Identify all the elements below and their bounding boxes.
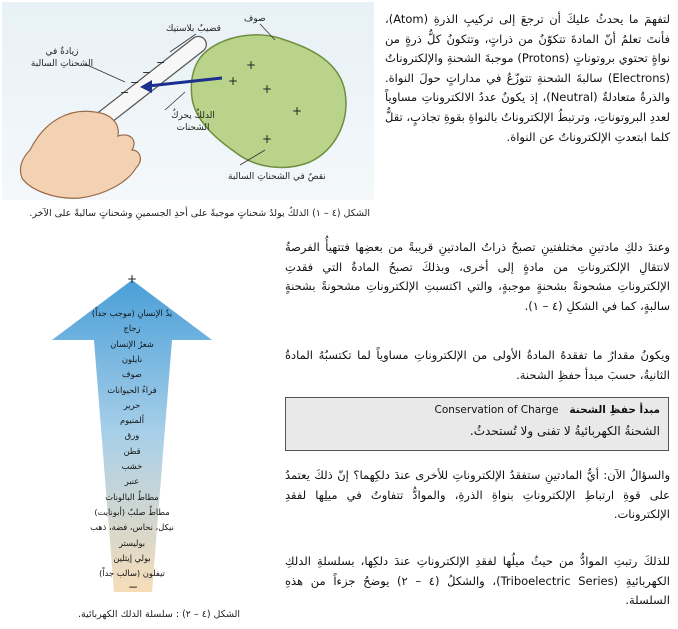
label-plastic-rod: قضيبٌ بلاستيك [166,24,221,34]
series-item: صوف [122,369,142,380]
series-item: شعرُ الإنسان [110,338,154,349]
paragraph-4: والسؤالُ الآن: أيُّ المادتينِ ستفقدُ الإلكتروناتِ للأخرى عندَ دلكِهما؟ إنّ ذلكَ يعتمدُ على قوةِ ارتباطِ الإلكتروناتِ بنواةِ الذرةِ، والموادُّ تتفاوتُ في ميلِها لفقدِ الإلكترونات. [285,468,670,522]
label-deficit-negative: نقصٌ في الشحناتِ السالبة [228,172,326,182]
conservation-title-en: Conservation of Charge [434,404,559,416]
series-bottom-sign: − [128,580,139,594]
plus-sign: + [292,104,303,118]
minus-sign: − [120,86,130,99]
series-top-sign: + [127,272,138,286]
series-item: خشب [121,461,143,471]
intro-paragraph: لتفهمَ ما يحدثُ عليكَ أن ترجعَ إلى تركيبِ الذرةِ (Atom)، فأنتَ تعلمُ أنّ المادةَ تتكوّنُ من ذراتٍ، وتتكونُ كلُّ ذرةٍ من نواةٍ تحتوي بروتوناتٍ (Protons) موجبةَ الشحنةِ والإلكتروناتُ (Electrons) سالبةَ الشحنةِ تتوزّعُ في مداراتٍ حولَ النواة. والذرةُ متعادلةٌ (Neutral)، إذ يكونُ عددُ الالكتروناتِ مساوياً لعددِ البروتوناتِ، وترتبطُ الإلكتروناتُ بالنواةِ بقوةِ تجاذبٍ، تقلُّ كلما ابتعدتِ الإلكتروناتُ عن النواة. [385,12,670,144]
series-item: ورق [124,430,140,441]
series-item: قطن [123,445,141,456]
plus-sign: + [228,74,239,88]
series-item: فراءُ الحيوانات [107,384,157,395]
label-excess-negative: زيادةٌ في الشحناتِ السالبة [30,47,94,69]
plus-sign: + [262,132,273,146]
plus-sign: + [262,82,273,96]
conservation-title-ar: مبدأ حفظِ الشحنة [569,404,660,416]
series-item: نايلون [121,353,143,364]
conservation-text: الشحنةُ الكهربائيةُ لا تفنى ولا تُستحدثُ. [469,424,660,438]
conservation-title [435,404,660,416]
conservation-box [285,397,669,451]
series-item: مطاطٌ البالونات [105,491,159,502]
series-item: ألمنيوم [119,415,145,426]
series-item: مطاطٌ صلبٌ (أبونايت) [94,506,170,517]
series-item: تيفلون (سالب جداً) [99,568,165,579]
minus-sign: − [130,76,140,89]
minus-sign: − [142,66,152,79]
series-item: زجاج [123,323,141,334]
series-item: يدُ الإنسانِ (موجب جداً) [91,308,173,318]
figure-1-caption: الشكل (٤ – ١) الدلكُ يولدُ شحناتٍ موجبةً على أحدِ الجسمينِ وشحناتٍ سالبةً على الآخر. [29,208,370,219]
paragraph-3: ويكونُ مقدارُ ما تفقدهُ المادةُ الأولى من الإلكتروناتِ مساوياً لما تكتسبُهُ المادةُ الثانيةُ، حسبَ مبدأ حفظِ الشحنة. [285,348,670,382]
series-item: حرير [123,399,141,410]
paragraph-2: وعندَ دلكِ مادتينِ مختلفتينِ تصبحُ ذراتُ المادتينِ قريبةً من بعضِها فتتهيأُ الفرصةُ لانتقالِ الإلكتروناتِ من مادةٍ إلى أخرى، وبذلكَ تصبحُ المادةُ التي فقدتِ الإلكتروناتِ مشحونةً بشحنةٍ موجبةٍ، والتي اكتسبتِ الإلكتروناتِ مشحونةً بشحنةٍ سالبةٍ، كما في الشكلِ (٤ – ١). [285,240,670,313]
series-item: عنبر [124,476,140,487]
series-item: نيكل، نحاس، فضة، ذهب [90,522,174,533]
label-rubbing: الدلكُ يحركُ الشحنات [171,111,215,133]
paragraph-5: للذلكَ رتبتِ الموادُّ من حيثُ ميلُها لفقدِ الإلكتروناتِ عندَ دلكِها، بسلسلةِ الدلكِ الكهربائيةِ (Triboelectric Series)، والشكلُ (٤ – ٢) يوضحُ جزءاً من هذهِ السلسلة. [285,554,670,608]
figure-2-caption: الشكل (٤ – ٢) : سلسلة الدلك الكهربائية. [78,609,240,620]
series-item: بولي إيثلين [113,552,151,563]
series-item: بوليستر [118,537,146,548]
label-wool: صوف [244,14,266,24]
plus-sign: + [246,58,257,72]
minus-sign: − [156,56,166,69]
